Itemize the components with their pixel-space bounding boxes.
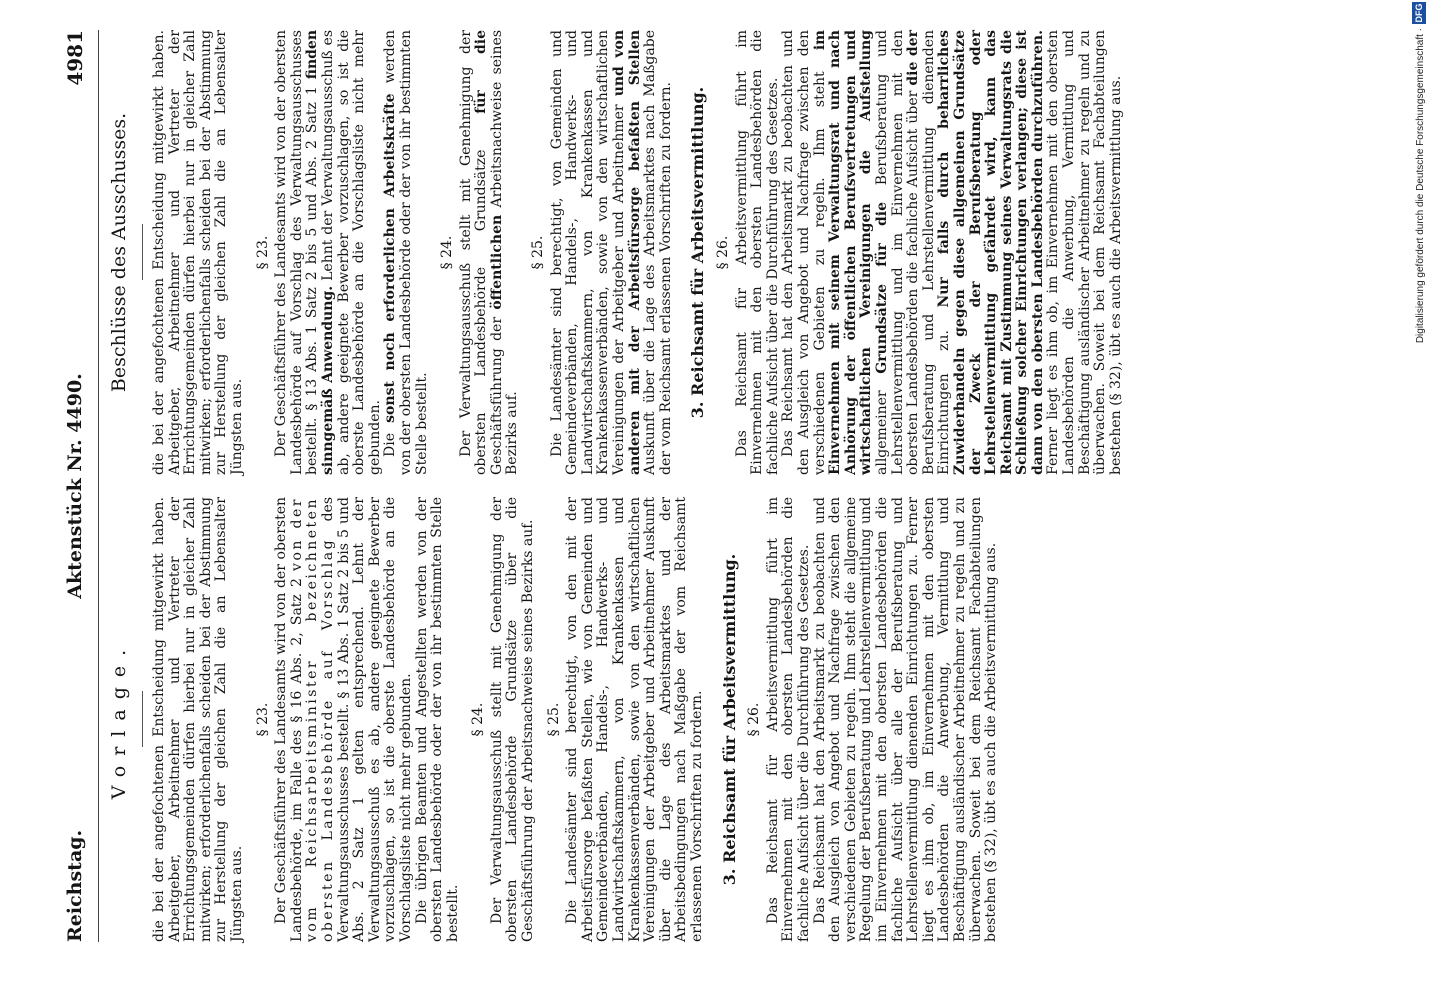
right-s23-p2-a: Die (382, 422, 399, 457)
right-column-heading: Beschlüsse des Ausschusses. (108, 112, 130, 393)
left-paragraph-25-text: Die Landesämter sind berechtigt, von den mit der Arbeitsfürsorge befaßten Stellen, wie von Gemeinden und Gemeindeverbänden, Handels-, Handwerks- und Landwirtschaftskammern, von Krankenkassen und Krankenkassenverbänden, sowie von den wirtschaftlichen Vereinigungen der Arbeitgeber und Arbeitnehmer Auskunft über die Lage des Arbeitsmarktes und der Arbeitsbedingungen nach Maßgabe der vom Reichsamt erlassenen Vorschriften zu fordern. (564, 497, 705, 942)
left-intro-paragraph: die bei der angefochtenen Entscheidung mitgewirkt haben. Arbeitgeber, Arbeitnehmer und Vertreter der Errichtungsgemeinden dürfen hierbei nur in gleicher Zahl mitwirken; erforderlichenfalls scheiden bei der Abstimmung zur Herstellung der gleichen Zahl die an Lebensalter Jüngsten aus. (151, 497, 245, 942)
right-s26-bold-3: die der (905, 30, 922, 86)
left-s23-part-spaced: von der vom Reichsarbeitsminister bezeichneten obersten Landesbehörde auf Vorschlag (288, 496, 336, 942)
right-s23-part-a: Der Geschäftsführer des Landesamts wird von der obersten Landesbehörde auf Vorschlag des Verwaltungsausschusses bestellt. § 13 Abs. 1 Satz 2 bis 5 und Abs. 2 Satz 1 (273, 30, 321, 475)
right-paragraph-23-text-1 (274, 30, 383, 475)
left-paragraph-24-text: Der Verwaltungsausschuß stellt mit Genehmigung der obersten Landesbehörde Grundsätze über die Geschäftsführung der Arbeitsnachweise seines Bezirks auf. (488, 497, 537, 942)
right-paragraph-25-title: § 25. (530, 235, 547, 270)
right-paragraph-24-text (459, 30, 521, 475)
right-paragraph-23-title: § 23. (254, 235, 271, 270)
right-s26-b: allgemeiner (873, 373, 890, 475)
right-s25-a: Die Landesämter sind berechtigt, von Gemeinden und Gemeindeverbänden, Handels-, Handwerks- und Landwirtschaftskammern, von Krankenkassen und Krankenkassenverbänden, sowie von den wirtschaftlichen Vereinigungen der Arbeitgeber und Arbeitnehmer (548, 30, 628, 475)
digitization-margin-note (1410, 0, 1430, 1000)
right-s24-b: Geschäftsführung der (488, 309, 505, 475)
left-paragraph-23-text-2: Die übrigen Beamten und Angestellten werden von der obersten Landesbehörde oder der von ihr bestimmten Stelle bestellt. (413, 497, 461, 942)
right-paragraph-24-title: § 24. (439, 235, 456, 270)
right-s24-c: Arbeitsnachweise seines Bezirks auf. (488, 29, 521, 475)
left-paragraph-26-text-2: Das Reichsamt hat den Arbeitsmarkt zu beobachten und den Ausgleich von Angebot und Nachfrage zwischen den verschiedenen Gebieten zu regeln. Ihm steht die allgemeine Regelung der Berufsberatung und Lehrstellenvermittlung und im Einvernehmen mit den obersten Landesbehörden die fachliche Aufsicht über alle der Berufsberatung und Lehrstellenvermittlung dienenden Einrichtungen zu. Ferner liegt es ihm ob, im Einvernehmen mit den obersten Landesbehörden die Anwerbung, Vermittlung und Beschäftigung ausländischer Arbeitnehmer zu regeln und zu überwachen. Soweit bei dem Reichsamt Fachabteilungen bestehen (§ 32), übt es auch die Arbeitsvermittlung aus. (811, 497, 1000, 942)
right-section-3-title: 3. Reichsamt für Arbeitsvermittlung. (688, 86, 708, 419)
right-s26-bold-4: Nur falls durch beharrliches Zuwiderhandeln gegen diese allgemeinen Grundsätze der Zweck der Berufsberatung oder Lehrstellenvermittlung gefährdet wird, kann das Reichsamt mit Zustimmung seines Verwaltungsrats die Schließung solcher Einrichtungen verlangen; diese ist dann von den obersten Landesbehörden durchzuführen. (936, 30, 1046, 475)
right-intro-paragraph: die bei der angefochtenen Entscheidung mitgewirkt haben. Arbeitgeber, Arbeitnehmer und Vertreter der Errichtungsgemeinden dürfen hierbei nur in gleicher Zahl mitwirken; erforderlichenfalls scheiden bei der Abstimmung zur Herstellung der gleichen Zahl die an Lebensalter Jüngsten aus. (151, 30, 245, 475)
page-number: 4981 (63, 30, 87, 86)
right-s24-a: Der Verwaltungsausschuß stellt mit Genehmigung der obersten Landesbehörde Grundsätze (457, 30, 490, 475)
running-head (63, 30, 98, 942)
right-s26-bold-2: Grundsätze für die (873, 202, 890, 374)
left-paragraph-26-text-1: Das Reichsamt für Arbeitsvermittlung führt im Einvernehmen mit den obersten Landesbehörden die fachliche Aufsicht über die Durchführung des Gesetzes. (764, 497, 812, 942)
left-paragraph-26-title: § 26. (746, 702, 763, 737)
right-s26-a: Das Reichsamt hat den Arbeitsmarkt zu beobachten und den Ausgleich von Angebot und Nachfrage zwischen den verschiedenen Gebieten zu regeln. Ihm steht (780, 30, 828, 475)
left-column-heading: Vorlage. (108, 639, 130, 800)
dfg-logo: DFG (1414, 3, 1424, 23)
right-s24-bold-2: öffentlichen (488, 214, 505, 310)
left-paragraph-24-title: § 24. (470, 702, 487, 737)
left-s23-part-a: Der Geschäftsführer des Landesamts wird von der obersten Landesbehörde, im Falle des § 16 Abs. 2, Satz 2 (273, 497, 305, 942)
right-column-beschluesse (152, 30, 1124, 475)
right-s23-part-c: Lehnt der Verwaltungsausschuß es ab, andere geeignete Bewerber vorzuschlagen, so ist die oberste Landesbehörde an die Vorschlagsliste nicht mehr gebunden. (319, 29, 383, 475)
right-s23-bold: finden sinngemäß Anwendung. (304, 30, 336, 475)
right-heading-rule (142, 224, 143, 280)
right-s23-p2-b: werden von der obersten Landesbehörde oder der von ihr bestimmten Stelle bestellt. (382, 30, 430, 475)
right-paragraph-23-text-2 (383, 30, 430, 475)
left-s23-part-c: des Verwaltungsausschusses bestellt. § 13 Abs. 1 Satz 2 bis 5 und Abs. 2 Satz 1 gelten entsprechend. Lehnt der Verwaltungsausschuß es ab, andere geeignete Bewerber vorzuschlagen, so ist die oberste Landesbehörde an die Vorschlagsliste nicht mehr gebunden. (319, 496, 414, 942)
right-s26-e: Ferner liegt es ihm ob, im Einvernehmen mit den obersten Landesbehörden die Anwerbung, Vermittlung und Beschäftigung ausländischer Arbeitnehmer zu regeln und zu überwachen. Soweit bei dem Reichsamt Fachabteilungen bestehen (§ 32), übt es auch die Arbeitsvermittlung aus. (1045, 30, 1124, 475)
left-paragraph-23-text-1 (274, 497, 414, 942)
right-paragraph-26-title: § 26. (715, 235, 731, 270)
left-column-vorlage (152, 497, 1000, 942)
right-s26-bold-1: im Einvernehmen mit seinem Verwaltungsrat und nach Anhörung der öffentlichen Berufsvertretungen und wirtschaftlichen Vereinigungen die Aufstellung (811, 30, 875, 475)
right-s24-bold-1: für die (473, 29, 490, 114)
right-s23-p2-bold: sonst noch erforderlichen Arbeitskräfte (382, 93, 399, 423)
right-s25-bold: und von anderen mit der Arbeitsfürsorge befaßten Stellen (611, 30, 643, 475)
header-reichstag: Reichstag. (64, 829, 86, 942)
right-s25-b: Auskunft über die Lage des Arbeitsmarktes nach Maßgabe der vom Reichsamt erlassenen Vorschriften zu fordern. (642, 30, 674, 475)
right-s26-c: Berufsberatung und Lehrstellenvermittlung und im Einvernehmen mit den obersten Landesbehörden die fachliche Aufsicht über (873, 30, 922, 475)
right-paragraph-26-text-2 (781, 30, 1124, 475)
header-document-number: Aktenstück Nr. 4490. (64, 373, 86, 599)
right-paragraph-26-text-1: Das Reichsamt für Arbeitsvermittlung führt im Einvernehmen mit den obersten Landesbehörden die fachliche Aufsicht über die Durchführung des Gesetzes. (733, 30, 781, 475)
right-paragraph-25-text (550, 30, 675, 475)
digitization-credit-text: Digitalisierung gefördert durch die Deutsche Forschungsgemeinschaft · (1415, 28, 1426, 344)
left-paragraph-23-title: § 23. (254, 702, 271, 737)
left-section-3-title: 3. Reichsamt für Arbeitsvermittlung. (719, 553, 739, 886)
right-s26-d: Berufsberatung und Lehrstellenvermittlung dienenden Einrichtungen zu. (920, 30, 953, 475)
header-rule (98, 30, 99, 942)
left-heading-rule (142, 691, 143, 747)
left-paragraph-25-title: § 25. (545, 702, 562, 737)
